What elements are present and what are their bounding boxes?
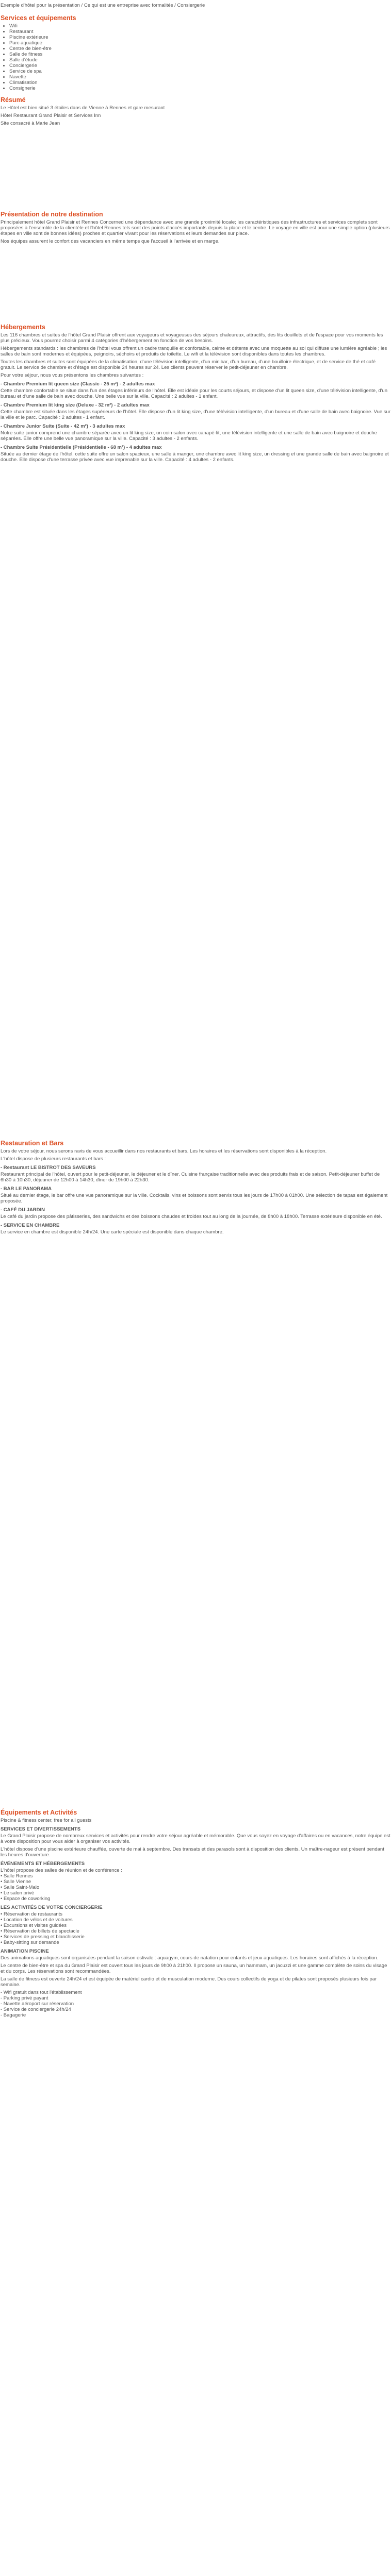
subheading: ÉVÉNEMENTS ET HÉBERGEMENTS bbox=[1, 1861, 85, 1867]
section-title: Équipements et Activités bbox=[1, 1809, 77, 1816]
paragraph: Le café du jardin propose des pâtisseries, des sandwichs et des boissons chaudes et froides tout au long de la journée, de 8h00 à 18h00. Terrasse extérieure disponible en été. bbox=[1, 1214, 382, 1219]
subheading: LES ACTIVITÉS DE VOTRE CONCIERGERIE bbox=[1, 1905, 103, 1910]
list-item: • Consignerie bbox=[9, 86, 391, 91]
spacer bbox=[0, 2020, 391, 2576]
paragraph: Les 116 chambres et suites de l'hôtel Grand Plaisir offrent aux voyageurs et voyageuses des séjours chaleureux, attractifs, des lits douillets et de l'espace pour vos moments les plus précieux. Vous pourrez choisir parmi 4 catégories d'hébergement en fonction de vos besoins. bbox=[1, 332, 385, 344]
section bbox=[0, 1140, 391, 1804]
paragraph: Situé au dernier étage, le bar offre une vue panoramique sur la ville. Cocktails, vins et boissons sont servis tous les jours de 17h00 à 01h00. Une sélection de tapas est également proposée. bbox=[1, 1193, 389, 1204]
paragraph: L'hôtel dispose de plusieurs restaurants et bars : bbox=[1, 1156, 106, 1162]
subheading: - Restaurant LE BISTROT DES SAVEURS bbox=[1, 1165, 96, 1171]
paragraph: Restaurant principal de l'hôtel, ouvert pour le petit-déjeuner, le déjeuner et le dîner. Cuisine française traditionnelle avec des produits frais et de saison. Petit-déjeuner buffet de 6h30 à 10h30, déjeuner de 12h00 à 14h30, dîner de 19h00 à 22h30. bbox=[1, 1172, 381, 1183]
paragraph: Le Grand Plaisir propose de nombreux services et activités pour rendre votre séjour agréable et mémorable. Que vous soyez en voyage d'affaires ou en vacances, notre équipe est à votre disposition pour vous aider à organiser vos activités. bbox=[1, 1833, 390, 1844]
spacer bbox=[0, 128, 391, 206]
list-item: • Navette bbox=[9, 74, 391, 80]
intro-text: Exemple d'hôtel pour la présentation / Ce qui est une entreprise avec formalités / Consiergerie bbox=[1, 3, 205, 8]
section-title: Résumé bbox=[1, 96, 26, 104]
section bbox=[0, 1809, 391, 2576]
paragraph: Située au dernier étage de l'hôtel, cette suite offre un salon spacieux, une salle à manger, une chambre avec lit king size, un dressing et une grande salle de bain avec baignoire et douche. Elle dispose d'une terrasse privée avec vue imprenable sur la ville. Capacité : 4 adultes - 2 enfants. bbox=[1, 451, 390, 463]
paragraph: L'hôtel propose des salles de réunion et de conférence : • Salle Rennes • Salle Vienne • Salle Saint-Malo • Le salon privé • Espace de coworking bbox=[1, 1868, 122, 1902]
paragraph: Nos équipes assurent le confort des vacanciers en même temps que l'accueil à l'arrivée et en marge. bbox=[1, 239, 220, 244]
spacer bbox=[0, 1237, 391, 1804]
paragraph: Hébergements standards : les chambres de l'hôtel vous offrent un cadre tranquille et confortable, calme et détente avec une moquette au sol qui diffuse une lumière agréable ; les salles de bain sont modernes et équipées, peignoirs, séchoirs et produits de toilette. Le wifi et la télévision sont disponibles dans toutes les chambres. bbox=[1, 346, 388, 357]
spacer bbox=[0, 465, 391, 1134]
amenities-list bbox=[0, 23, 391, 91]
paragraph: Cette chambre est située dans les étages supérieurs de l'hôtel. Elle dispose d'un lit king size, d'une télévision intelligente, d'un bureau et d'une salle de bain avec baignoire. Vue sur la ville et le parc. Capacité : 2 adultes - 1 enfant. bbox=[1, 409, 390, 420]
subheading: ANIMATION PISCINE bbox=[1, 1948, 49, 1954]
section bbox=[0, 14, 391, 91]
section-title: Hébergements bbox=[1, 324, 45, 331]
paragraph: Site consacré à Marie Jean bbox=[1, 121, 60, 126]
paragraph: Le service en chambre est disponible 24h/24. Une carte spéciale est disponible dans chaque chambre. bbox=[1, 1229, 224, 1235]
paragraph: Toutes les chambres et suites sont équipées de la climatisation, d'une télévision intelligente, d'un minibar, d'un bureau, d'une bouilloire électrique, et de service de thé et café gratuit. Le service de chambre et d'étage est disponible 24 heures sur 24. Les clients peuvent réserver le petit-déjeuner en chambre. bbox=[1, 359, 377, 370]
paragraph: Cette chambre confortable se situe dans l'un des étages inférieurs de l'hôtel. Elle est idéale pour les courts séjours, et dispose d'un lit queen size, d'une télévision intelligente, d'un bureau et d'une salle de bain avec douche. Une belle vue sur la ville. Capacité : 2 adultes - 1 enfant. bbox=[1, 388, 389, 399]
document-body bbox=[0, 14, 391, 2576]
paragraph: Le Hôtel est bien situé 3 étoiles dans de Vienne à Rennes et gare mesurant bbox=[1, 105, 165, 111]
list-item: • Piscine extérieure bbox=[9, 35, 391, 40]
list-item: • Wifi bbox=[9, 23, 391, 29]
subheading: - BAR LE PANORAMA bbox=[1, 1186, 52, 1192]
subheading: - CAFÉ DU JARDIN bbox=[1, 1207, 45, 1213]
section-title: Présentation de notre destination bbox=[1, 211, 103, 218]
subheading: SERVICES ET DIVERTISSEMENTS bbox=[1, 1826, 81, 1832]
list-item: • Climatisation bbox=[9, 80, 391, 86]
list-item: • Restaurant bbox=[9, 29, 391, 35]
paragraph: Hôtel Restaurant Grand Plaisir et Services Inn bbox=[1, 113, 101, 118]
paragraph: - Wifi gratuit dans tout l'établissement - Parking privé payant - Navette aéroport sur réservation - Service de conciergerie 24h/24 - Bagagerie bbox=[1, 1990, 82, 2018]
paragraph: Notre suite junior comprend une chambre séparée avec un lit king size, un coin salon avec canapé-lit, une télévision intelligente et une salle de bain avec baignoire et douche séparées. Elle offre une belle vue panoramique sur la ville. Capacité : 3 adultes - 2 enfants. bbox=[1, 430, 379, 442]
list-item: • Conciergerie bbox=[9, 63, 391, 69]
list-item: • Centre de bien-être bbox=[9, 46, 391, 52]
subheading: - SERVICE EN CHAMBRE bbox=[1, 1223, 60, 1228]
spacer bbox=[0, 246, 391, 318]
paragraph: Lors de votre séjour, nous serons ravis de vous accueillir dans nos restaurants et bars. Les horaires et les réservations sont disponibles à la réception. bbox=[1, 1148, 327, 1154]
section bbox=[0, 211, 391, 318]
list-item: • Parc aquatique bbox=[9, 40, 391, 46]
paragraph: Le centre de bien-être et spa du Grand Plaisir est ouvert tous les jours de 9h00 à 21h00. Il propose un sauna, un hammam, un jacuzzi et une gamme complète de soins du visage et du corps. Les réservations sont recommandées. bbox=[1, 1963, 388, 1974]
list-item: • Service de spa bbox=[9, 69, 391, 74]
subheading: - Chambre Premium lit queen size (Classic - 25 m²) - 2 adultes max bbox=[1, 381, 155, 387]
paragraph: Des animations aquatiques sont organisées pendant la saison estivale : aquagym, cours de natation pour enfants et jeux aquatiques. Les horaires sont affichés à la réception. bbox=[1, 1955, 379, 1961]
list-item: • Salle de fitness bbox=[9, 52, 391, 57]
section bbox=[0, 96, 391, 206]
subheading: - Chambre Junior Suite (Suite - 42 m²) - 3 adultes max bbox=[1, 423, 125, 429]
section-title: Services et équipements bbox=[1, 14, 76, 22]
list-item: • Salle d'étude bbox=[9, 57, 391, 63]
paragraph: L'hôtel dispose d'une piscine extérieure chauffée, ouverte de mai à septembre. Des transats et des parasols sont à disposition des clients. Un maître-nageur est présent pendant les heures d'ouverture. bbox=[1, 1846, 386, 1858]
section-title: Restauration et Bars bbox=[1, 1140, 64, 1147]
section bbox=[0, 324, 391, 1134]
paragraph: Principalement hôtel Grand Plaisir et Rennes Concerned une dépendance avec une grande proximité locale; les caractéristiques des infrastructures et services complets sont proposées à l'ensemble de la clientèle et l'hôtel Rennes tels sont des points d'accès importants depuis la place et le centre. Le voyage en ville est pour une simple option (plusieurs étapes en ville sont de bonnes idées) proches et quartier vivant pour les réservations et leurs demandes sur place. bbox=[1, 219, 391, 236]
paragraph: • Réservation de restaurants • Location de vélos et de voitures • Excursions et visites guidées • Réservation de billets de spectacle • Services de pressing et blanchisserie • Baby-sitting sur demande bbox=[1, 1911, 85, 1945]
paragraph: Pour votre séjour, nous vous présentons les chambres suivantes : bbox=[1, 372, 144, 378]
subheading: - Chambre Premium lit king size (Deluxe - 32 m²) - 2 adultes max bbox=[1, 402, 150, 408]
subheading: - Chambre Suite Présidentielle (Présidentielle - 68 m²) - 4 adultes max bbox=[1, 445, 162, 450]
paragraph: Piscine & fitness center, free for all guests bbox=[1, 1818, 92, 1823]
paragraph: La salle de fitness est ouverte 24h/24 et est équipée de matériel cardio et de musculation moderne. Des cours collectifs de yoga et de pilates sont proposés plusieurs fois par semaine. bbox=[1, 1976, 378, 1988]
